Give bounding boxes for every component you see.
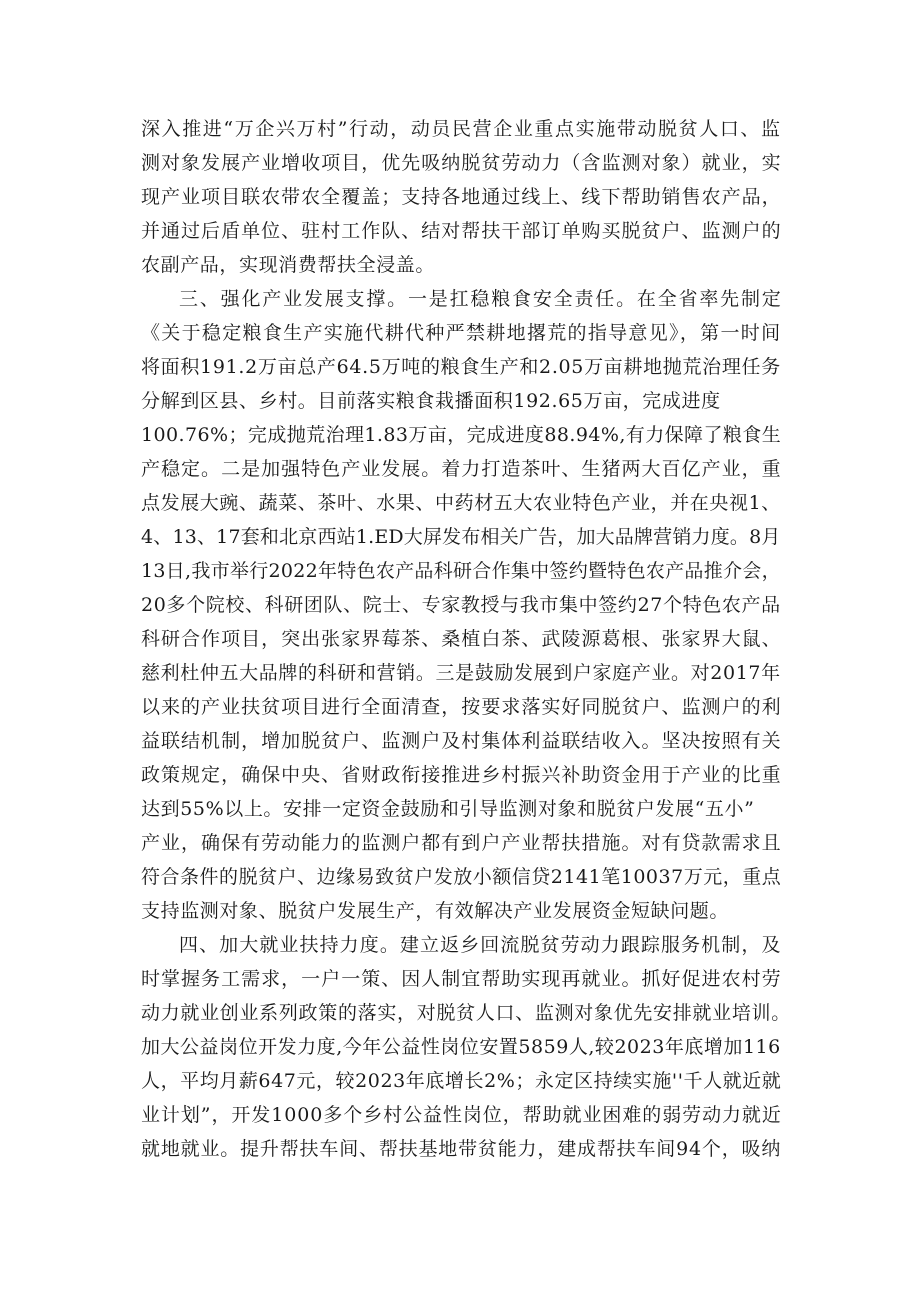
text-line: 4、13、17套和北京西站1.ED大屏发布相关广告，加大品牌营销力度。8月: [141, 526, 781, 548]
text-line: 将面积191.2万亩总产64.5万吨的粮食生产和2.05万亩耕地抛荒治理任务: [141, 356, 781, 378]
text-line: 业计划”，开发1000多个乡村公益性岗位，帮助就业困难的弱劳动力就近: [141, 1104, 782, 1126]
text-line: 100.76%；完成抛荒治理1.83万亩，完成进度88.94%,有力保障了粮食生: [141, 424, 782, 446]
text-line: 并通过后盾单位、驻村工作队、结对帮扶干部订单购买脱贫户、监测户的: [141, 220, 782, 242]
text-line: 点发展大豌、蔬菜、茶叶、水果、中药材五大农业特色产业，并在央视1、: [141, 492, 781, 514]
text-line: 分解到区县、乡村。目前落实粮食栽播面积192.65万亩，完成进度: [141, 390, 721, 412]
text-line: 就地就业。提升帮扶车间、帮扶基地带贫能力，建成帮扶车间94个，吸纳: [141, 1138, 782, 1160]
text-line: 支持监测对象、脱贫户发展生产，有效解决产业发展资金短缺问题。: [141, 900, 730, 922]
text-line: 动力就业创业系列政策的落实，对脱贫人口、监测对象优先安排就业培训。: [141, 1002, 791, 1024]
text-line: 科研合作项目，突出张家界莓茶、桑植白茶、武陵源葛根、张家界大鼠、: [141, 628, 782, 650]
text-line: 产稳定。二是加强特色产业发展。着力打造茶叶、生猪两大百亿产业，重: [141, 458, 782, 480]
text-line: 三、强化产业发展支撑。一是扛稳粮食安全责任。在全省率先制定: [179, 288, 783, 310]
text-line: 达到55%以上。安排一定资金鼓励和引导监测对象和脱贫户发展“五小”: [141, 798, 755, 820]
text-line: 深入推进“万企兴万村”行动，动员民营企业重点实施带动脱贫人口、监: [141, 118, 782, 140]
text-line: 时掌握务工需求，一户一策、因人制宜帮助实现再就业。抓好促进农村劳: [141, 968, 782, 990]
text-line: 四、加大就业扶持力度。建立返乡回流脱贫劳动力跟踪服务机制，及: [179, 934, 782, 956]
text-line: 符合条件的脱贫户、边缘易致贫户发放小额信贷2141笔10037万元，重点: [141, 866, 782, 888]
text-line: 政策规定，确保中央、省财政衔接推进乡村振兴补助资金用于产业的比重: [141, 764, 782, 786]
text-line: 测对象发展产业增收项目，优先吸纳脱贫劳动力（含监测对象）就业，实: [141, 152, 782, 174]
text-line: 《关于稳定粮食生产实施代耕代种严禁耕地撂荒的指导意见》，第一时间: [141, 322, 782, 344]
text-line: 13日,我市举行2022年特色农产品科研合作集中签约暨特色农产品推介会，: [141, 560, 781, 582]
text-line: 现产业项目联农带农全覆盖；支持各地通过线上、线下帮助销售农产品，: [141, 186, 782, 208]
text-line: 以来的产业扶贫项目进行全面清查，按要求落实好同脱贫户、监测户的利: [141, 696, 782, 718]
text-line: 农副产品，实现消费帮扶全浸盖。: [141, 254, 436, 276]
text-line: 益联结机制，增加脱贫户、监测户及村集体利益联结收入。坚决按照有关: [141, 730, 782, 752]
text-line: 20多个院校、科研团队、院士、专家教授与我市集中签约27个特色农产品: [141, 594, 781, 616]
text-line: 人，平均月薪647元，较2023年底增长2%；永定区持续实施''千人就近就: [141, 1070, 782, 1092]
text-line: 加大公益岗位开发力度,今年公益性岗位安置5859人,较2023年底增加116: [141, 1036, 781, 1058]
text-line: 产业，确保有劳动能力的监测户都有到户产业帮扶措施。对有贷款需求且: [141, 832, 782, 854]
text-line: 慈利杜仲五大品牌的科研和营销。三是鼓励发展到户家庭产业。对2017年: [141, 662, 781, 684]
